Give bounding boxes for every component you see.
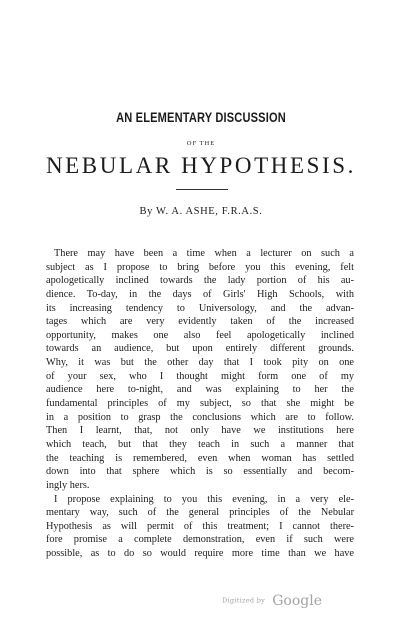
text-line: audience here to-night, and was explaining to her the [46,384,354,396]
text-line: ingly hers. [46,479,90,491]
text-line: down into that sphere which is so essentially and becom- [46,466,354,478]
title-connector: OF THE [186,140,216,147]
author-byline: By W. A. ASHE, F.R.A.S. [139,206,263,217]
text-line: fundamental principles of my subject, so that she might be [46,398,354,410]
text-line: opportunity, makes one also feel apologetically inclined [46,329,354,341]
watermark-prefix: Digitized by [222,596,266,605]
text-line: Then I learnt, that, not only have we institutions here [46,425,354,437]
text-line: I propose explaining to you this evening, in a very ele- [54,493,354,505]
text-line: its increasing tendency to Universology, and the advan- [46,302,354,314]
body-text [46,247,354,561]
text-line: possible, as to do so would require more time than we have [46,548,354,560]
text-line: dience. To-day, in the days of Girls' High Schools, with [46,288,354,300]
text-line: mentary way, such of the general principles of the Nebular [46,507,354,519]
text-line: the teaching is remembered, even when woman has settled [46,452,354,464]
main-title: NEBULAR HYPOTHESIS. [45,153,357,178]
text-line: fore promise a complete demonstration, even if such were [46,534,354,546]
text-line: Why, it was but the other day that I took pity on one [46,357,354,369]
title-divider [176,189,228,190]
text-line: apologetically inclined towards the lady portion of his au- [46,275,354,287]
text-line: of your sex, who I thought might form one of my [46,370,354,382]
text-line: tages which are very evidently taken of the increased [46,316,354,328]
text-line: Hypothesis as will permit of this treatment; I cannot there- [46,520,354,532]
text-line: towards an audience, but upon entirely different grounds. [46,343,354,355]
text-line: There may have been a time when a lecturer on such a [54,248,354,259]
text-line: which teach, but that they teach in such a manner that [46,438,354,450]
text-line: in a position to grasp the conclusions which are to follow. [46,411,354,423]
watermark-brand: Google [272,592,323,609]
document-title: AN ELEMENTARY DISCUSSION [116,110,286,125]
text-line: subject as I propose to bring before you this evening, felt [46,261,354,273]
digitization-watermark [222,590,322,609]
